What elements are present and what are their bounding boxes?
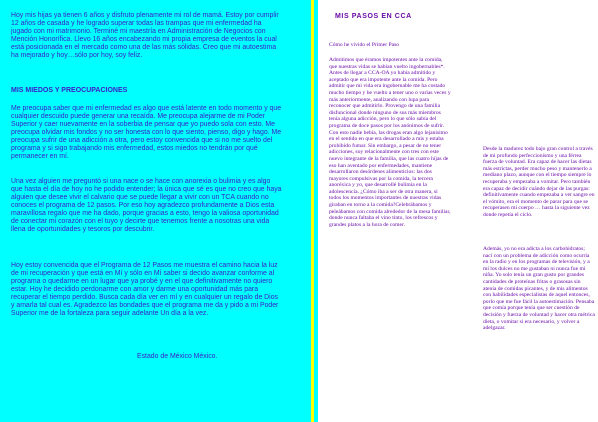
paragraph-miedos: Me preocupa saber que mi enfermedad es algo que está latente en todo momento y que cualquier descuido puede generar una recaída. Me preocupa alejarme de mi Poder Superior y caer nuevamente en la soberbia de pensar que yo puedo sola con esto. Me preocupa olvidar mis fondos y no ser honesta con lo que siento, pienso, digo y hago. Me preocupa sufrir de una adicción a otra, pero estoy convencida que si no me suelto del programa y si sigo trabajando mis enfermedad, estos miedos no tendrán por qué permanecer en mí.: [11, 105, 282, 160]
yellow-divider-line: [311, 0, 314, 422]
section-heading-miedos: MIS MIEDOS Y PREOCUPACIONES: [11, 87, 128, 94]
paragraph-convencida: Hoy estoy convencida que el Programa de 12 Pasos me muestra el camino hacia la luz de mi recuperación y que está en Mí y sólo en Mí saber si decido avanzar conforme al programa o quedarme en un lugar que ya probé y en el que definitivamente no quiero estar. Hoy he decidido perdonarme con amor y darme una oportunidad más para recuperar el tiempo perdido. Busca cada día ver en mí y en cualquier un regalo de Dios y amarla tal cual es. Agradezco las bondades que el programa me da y pido a mi Poder Superior me de la fortaleza para seguir adelante Un día a la vez.: [11, 262, 279, 317]
paragraph-anorexia: Una vez alguien me preguntó si una nace o se hace con anorexia o bulimia y es algo que hasta el día de hoy no he podido entender; la única que sé es que no creo que haya alguien que desee vivir el calvario que se puede llegar a vivir con un TCA cuando no conoces el programa de 12 pasos. Por eso hoy agradezco profundamente a Dios esta maravillosa regalo que me ha dado, porque gracias a esto, tengo la valiosa oportunidad de conectar mi corazón con el tuyo y decirte que tenemos frente a nosotras una vida llena de oportunidades y tesoros por descubrir.: [11, 178, 282, 233]
cyan-left-page: [0, 0, 290, 422]
signature-location: Estado de México México.: [137, 353, 218, 360]
column-heading: Cómo he vivido el Primer Paso: [329, 42, 400, 48]
column-text-right-1: Desde la madurez todo bajo gran control a través de mi profundo perfeccionismo y una férrea fuerza de voluntad. Era capaz de hacer las dietas más estrictas, perder mucho peso y mantenerlo a mediano plazo, aunque con el tiempo siempre lo recuperaba y empezaba a vomitar. Pero también era capaz de decidir cuándo dejar de las purgas: definitivamente cuando empezaba a ver sangre en el vómito, era el momento de parar para que se recuperasen mi cuerpo … hasta la siguiente vez donde repetía el ciclo.: [483, 146, 595, 218]
paragraph-intro: Hoy mis hijas ya tienen 6 años y disfruto plenamente mi rol de mamá. Estoy por cumplir 12 años de casada y he logrado superar todas las trampas que mi enfermedad ha jugado con mi matrimonio. Terminé mi maestría en Administración de Negocios con Mención Honorífica. Llevo 16 años encabezando mi propia empresa de eventos la cual está posicionada en el mercado como una de las más sólidas. Creo que mi autoestima ha mejorado y hoy…sólo por hoy, soy feliz.: [11, 12, 279, 59]
column-text-right-2: Además, yo no era adicta a los carbohidratos; nací con un problema de adicción como ocurría en la radio y en los programas de televisión, y a mí los dulces no me gustaban ni nunca fue mi niña. Yo solo tenía un gran gusto por grandes cantidades de proteínas fritas o grasosas sin atenía de comidas picantes, y de mis alimentos con habilidades especialistas de aquel entonces, porlo que me fue fácil la autoestimación. Pensaba que comía porque tenía que ser cuestión de decisión y fuerza de voluntad y hacer otra métrica dieta, o vomitar si era necesario, y volver a adelgazar.: [483, 246, 595, 332]
cyan-sidebar: [290, 0, 318, 422]
page-title: MIS PASOS EN CCA: [335, 13, 412, 20]
column-text-left: Admitimos que éramos impotentes ante la comida, que nuestras vidas se habían vuelto ingobernables*. Antes de llegar a CCA-OA yo había admitido y aceptado que era impotente ante la comida. Pero admitir que mi vida era ingobernable me ha costado mucho tiempo y he vuelto a tener uno o varias veces y más anteriormente, analizando con lupa para reconocer que admitirlo. Provengo de una familia disfuncional donde ninguno de sus más miembros tenía alguna adicción, pero lo que sólo sabía del programa de doce pasos por los anónimos de sufrir. Con esto nadie bebía, las drogas eran algo lejanísimo en el sentido en que era desarrollado a mis y estaba prohibido fumar. Sin embargo, a pesar de no tener adicciones, soy relacionalmente con tres con este nuevo integrante de la familia, que las cuatro hijas de eso han aventado por enfermedades, mantiene desarrollaron desórdenes alimenticios: las dos mayores compulsivas por la comida, la tercera anoréxica y yo, que desarrollé bulimia en la adolescencia. ¿Cómo iba a ser de otra manera, si todos los momentos importantes de nuestras vidas giraban en torno a la comida?Celebrábamos y peleábamos con comida alrededor de la mesa familiar, donde nunca faltaba el vino tinto, los refrescos y grandes platos a la hora de comer.: [329, 57, 451, 228]
